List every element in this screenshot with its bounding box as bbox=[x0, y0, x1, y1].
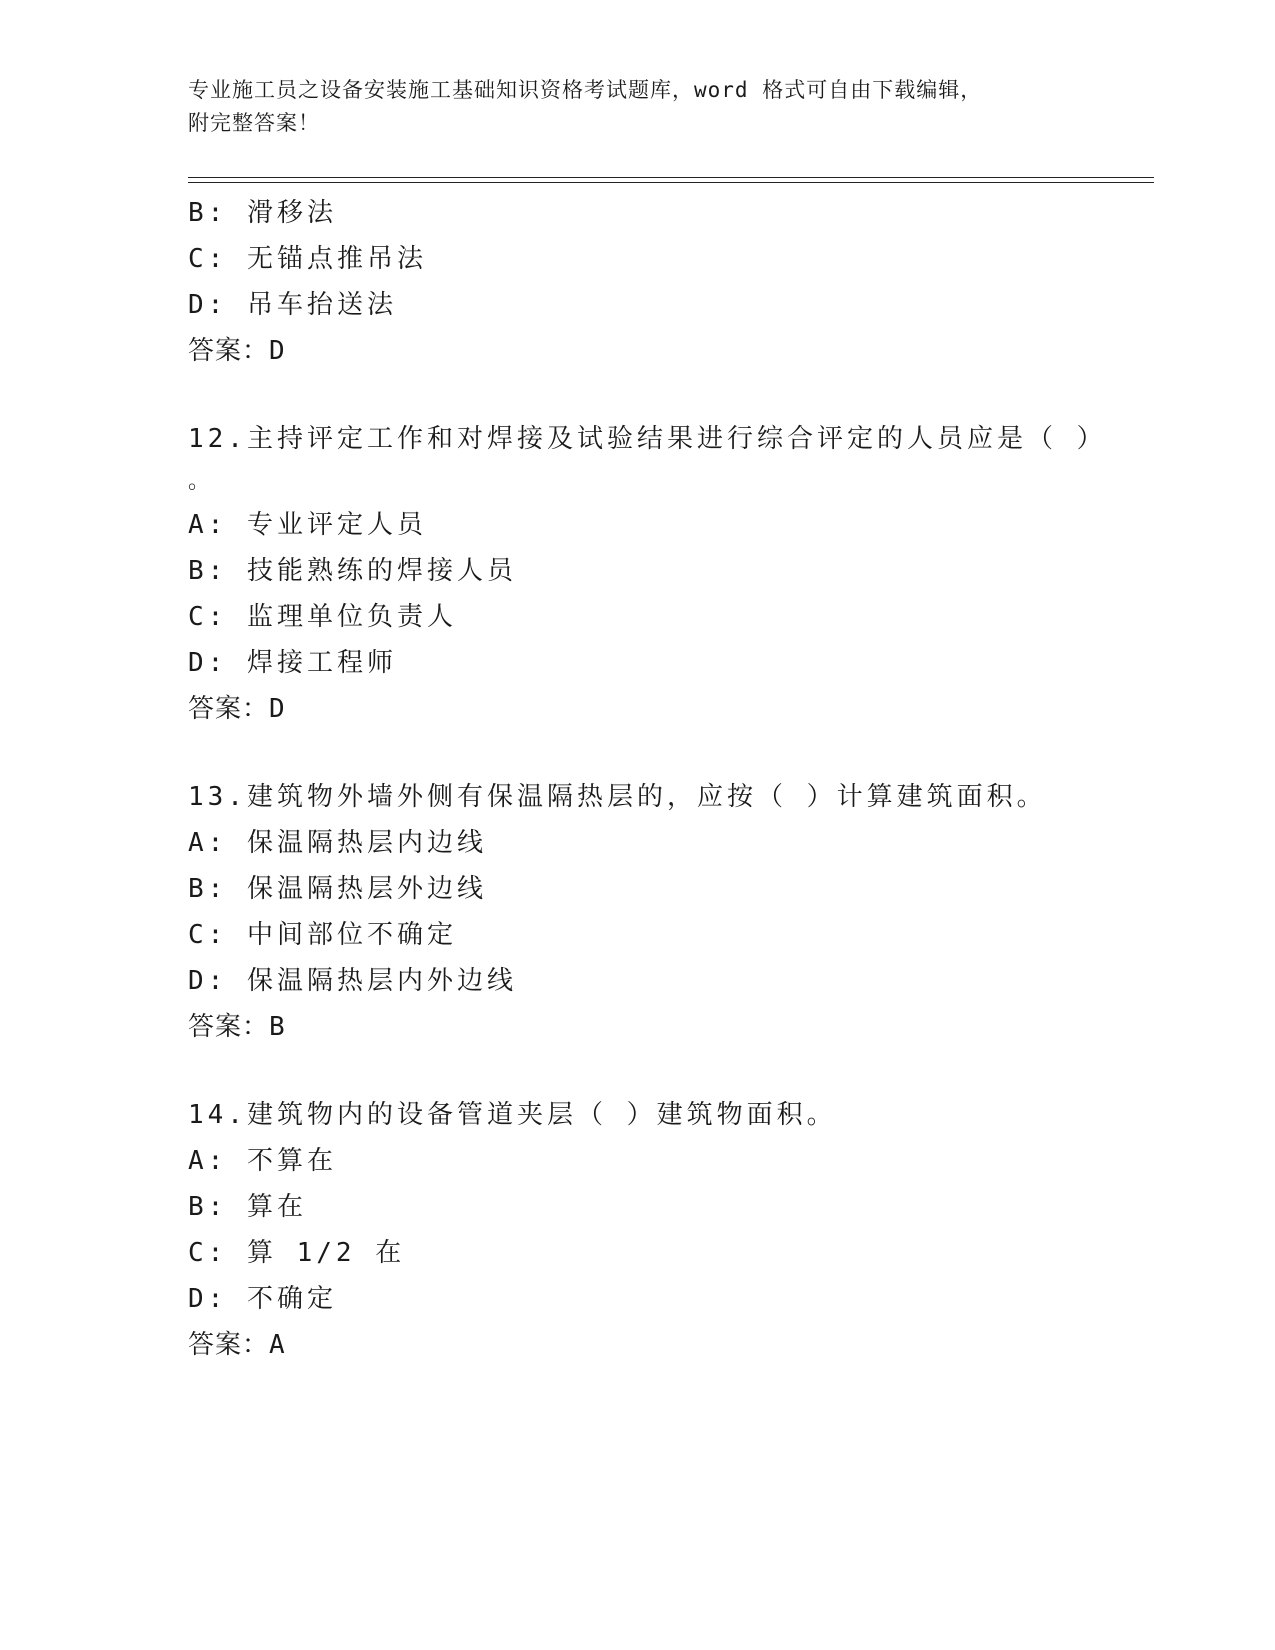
option-line bbox=[188, 1138, 1088, 1184]
question-number: 14. bbox=[188, 1100, 247, 1130]
option-text: 技能熟练的焊接人员 bbox=[246, 556, 517, 586]
option-line bbox=[188, 1184, 1088, 1230]
answer-label: 答案： bbox=[188, 336, 270, 366]
option-text: 中间部位不确定 bbox=[246, 920, 457, 950]
option-label: D: bbox=[188, 1284, 228, 1314]
header-line-1: 专业施工员之设备安装施工基础知识资格考试题库，word 格式可自由下载编辑， bbox=[188, 78, 983, 102]
option-text: 保温隔热层内边线 bbox=[246, 828, 487, 858]
option-text: 保温隔热层内外边线 bbox=[246, 966, 517, 996]
option-text: 滑移法 bbox=[246, 198, 337, 228]
header-divider-top bbox=[188, 177, 1154, 178]
question-stem bbox=[188, 1092, 1088, 1138]
question-text: 建筑物内的设备管道夹层（ ）建筑物面积。 bbox=[246, 1100, 837, 1130]
question-number: 12. bbox=[188, 424, 247, 454]
option-label: D: bbox=[188, 290, 228, 320]
option-line bbox=[188, 594, 1088, 640]
option-label: B: bbox=[188, 198, 228, 228]
question-stem-continuation: 。 bbox=[188, 469, 211, 494]
option-label: A: bbox=[188, 1146, 228, 1176]
question-list bbox=[188, 190, 1107, 1368]
document-header bbox=[188, 74, 1088, 140]
question-stem bbox=[188, 774, 1088, 820]
option-line bbox=[188, 958, 1088, 1004]
option-label: C: bbox=[188, 602, 228, 632]
question-text: 建筑物外墙外侧有保温隔热层的，应按（ ）计算建筑面积。 bbox=[246, 782, 1047, 812]
question-block-12 bbox=[188, 416, 1107, 732]
header-divider-bottom bbox=[188, 182, 1154, 183]
option-text: 焊接工程师 bbox=[246, 648, 397, 678]
question-stem bbox=[188, 416, 1107, 462]
answer-label: 答案： bbox=[188, 1330, 270, 1360]
question-block-13 bbox=[188, 774, 1088, 1050]
option-text: 保温隔热层外边线 bbox=[246, 874, 487, 904]
option-text: 吊车抬送法 bbox=[246, 290, 397, 320]
option-text: 算 1/2 在 bbox=[246, 1238, 406, 1268]
option-line bbox=[188, 1230, 1088, 1276]
answer-label: 答案： bbox=[188, 1012, 270, 1042]
option-line bbox=[188, 866, 1088, 912]
option-label: A: bbox=[188, 828, 228, 858]
question-block-14 bbox=[188, 1092, 1088, 1368]
answer-value: B bbox=[269, 1012, 286, 1042]
option-label: D: bbox=[188, 966, 228, 996]
header-line-2: 附完整答案！ bbox=[188, 111, 320, 135]
answer-value: D bbox=[269, 694, 286, 724]
option-line bbox=[188, 820, 1088, 866]
option-text: 无锚点推吊法 bbox=[246, 244, 427, 274]
option-line bbox=[188, 236, 1088, 282]
option-label: C: bbox=[188, 920, 228, 950]
option-line bbox=[188, 282, 1088, 328]
question-number: 13. bbox=[188, 782, 247, 812]
option-line bbox=[188, 190, 1088, 236]
option-text: 算在 bbox=[246, 1192, 307, 1222]
answer-value: D bbox=[269, 336, 286, 366]
option-label: C: bbox=[188, 1238, 228, 1268]
option-text: 专业评定人员 bbox=[246, 510, 427, 540]
answer-line bbox=[188, 328, 1088, 374]
answer-line bbox=[188, 1004, 1088, 1050]
option-text: 不确定 bbox=[246, 1284, 337, 1314]
answer-value: A bbox=[269, 1330, 286, 1360]
option-label: D: bbox=[188, 648, 228, 678]
option-text: 监理单位负责人 bbox=[246, 602, 457, 632]
option-line bbox=[188, 548, 1088, 594]
option-line bbox=[188, 502, 1088, 548]
option-label: A: bbox=[188, 510, 228, 540]
question-block-prev bbox=[188, 190, 1088, 374]
answer-line bbox=[188, 686, 1088, 732]
option-label: C: bbox=[188, 244, 228, 274]
option-label: B: bbox=[188, 874, 228, 904]
answer-line bbox=[188, 1322, 1088, 1368]
question-text: 主持评定工作和对焊接及试验结果进行综合评定的人员应是（ ） bbox=[246, 424, 1107, 454]
option-text: 不算在 bbox=[246, 1146, 337, 1176]
option-label: B: bbox=[188, 556, 228, 586]
option-line bbox=[188, 912, 1088, 958]
answer-label: 答案： bbox=[188, 694, 270, 724]
option-line bbox=[188, 1276, 1088, 1322]
option-line bbox=[188, 640, 1088, 686]
option-label: B: bbox=[188, 1192, 228, 1222]
